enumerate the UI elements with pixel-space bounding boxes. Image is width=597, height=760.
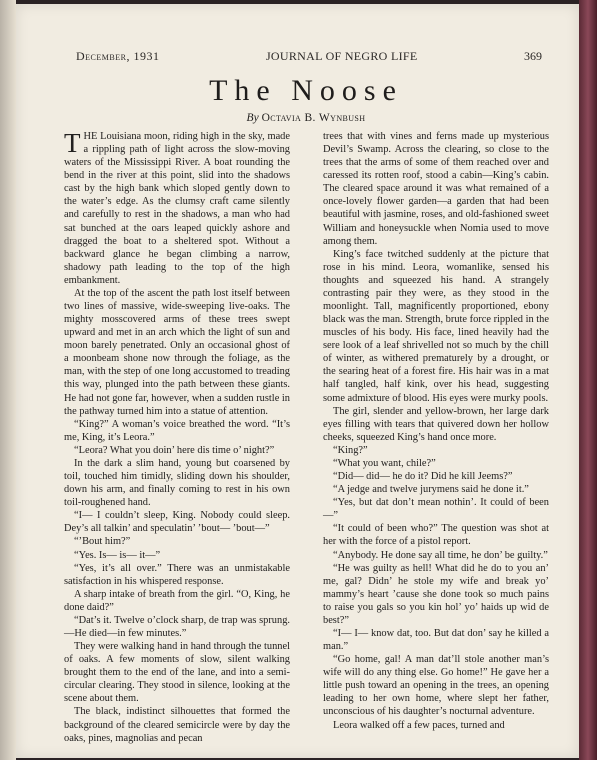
paragraph: THE Louisiana moon, riding high in the sky, made a rippling path of light across the slow-moving waters of the Mississippi River. A boat rounding the bend in the river at this point, slid into the shadows cast by the high bank which sloped gently down to the water’s edge. As the clumsy craft came silently and carefully to rest in the shadows, a man who had sat bunched at the oars leaped quickly ashore and dragged the boat to a sheltered spot. Without a backward glance he began climbing a narrow, shadowy path leading to the top of the high embankment. xyxy=(64,128,290,286)
right-column xyxy=(323,130,549,732)
paragraph: “It could of been who?” The question was shot at her with the force of a pistol report. xyxy=(323,523,549,548)
author-name: Octavia B. Wynbush xyxy=(261,112,366,124)
paragraph: “Yes. Is— is— it—” xyxy=(74,549,161,561)
page-number: 369 xyxy=(523,49,542,63)
paragraph: In the dark a slim hand, young but coarsened by toil, touched him timidly, sliding down his shoulder, down his arm, and finally coming to rest in his own toil-roughened hand. xyxy=(64,457,290,509)
paragraph: King’s face twitched suddenly at the picture that rose in his mind. Leora, womanlike, sensed his thoughts and squeezed his hand. A strangely contrasting pair they were, as they stood in the moonlight. Tall, magnificently proportioned, ebony black was the man. Strength, brute force rippled in the muscles of his body. His face, lined heavily had the sere look of a leaf shrivelled not so much by the chill of winter, as withered prematurely by a drought, or the searing heat of a forest fire. His hair was in a mat half tangled, half kink, over his head, suggesting some admixture of blood. His eyes were murky pools. xyxy=(323,248,549,404)
paragraph: They were walking hand in hand through the tunnel of oaks. A few moments of slow, silent walking brought them to the end of the lane, and into a semi-circular clearing. They stood in silence, looking at the scene about them. xyxy=(64,641,290,705)
byline-prefix: By xyxy=(246,112,259,124)
paragraph: “Leora? What you doin’ here dis time o’ night?” xyxy=(74,444,275,456)
paragraph: “A jedge and twelve jurymens said he done it.” xyxy=(333,484,529,496)
paragraph: “King?” A woman’s voice breathed the word. “It’s me, King, it’s Leora.” xyxy=(64,418,290,443)
paragraph: “King?” xyxy=(333,444,368,456)
paragraph: “Yes, it’s all over.” There was an unmistakable satisfaction in his whispered response. xyxy=(64,562,290,587)
paragraph: At the top of the ascent the path lost itself between two lines of massive, wide-sweeping live-oaks. The mighty mosscovered arms of these trees swept upward and met in an arch which the light of sun and moon barely penetrated. Only an occasional ghost of a moonbeam shone now through the foliage, as the man, with the step of one long accustomed to treading this way, plunged into the path between these giants. He had not gone far, however, when a sudden rustle in the pathway turned him into a statue of attention. xyxy=(64,287,290,417)
paragraph: “I— I— know dat, too. But dat don’ say he killed a man.” xyxy=(323,627,549,653)
paragraph: “’Bout him?” xyxy=(74,536,131,548)
paragraph: A sharp intake of breath from the girl. “O, King, he done daid?” xyxy=(64,588,290,613)
book-spine xyxy=(579,0,597,760)
byline xyxy=(56,112,556,124)
paragraph: Leora walked off a few paces, turned and xyxy=(333,719,505,731)
previous-page-edge xyxy=(0,0,16,760)
paragraph: “Did— did— he do it? Did he kill Jeems?” xyxy=(333,471,513,483)
paragraph: “Dat’s it. Twelve o’clock sharp, de trap was sprung.—He died—in few minutes.” xyxy=(64,614,290,639)
drop-cap: T xyxy=(64,128,81,158)
paragraph: trees that with vines and ferns made up mysterious Devil’s Swamp. Across the clearing, so close to the trees that the arms of some of them reached over and caressed its rotten roof, stood a cabin—King’s cabin. The cleared space around it was what remained of a once-lovely flower garden—a garden that had been beautiful with jasmine, roses, and old-fashioned sweet William and honeysuckle when Nomia used to move among them. xyxy=(323,131,549,247)
paragraph: “Go home, gal! A man dat’ll stole another man’s wife will do any thing else. Go home!” He gave her a little push toward an opening in the trees, an opening leading to her own home, where slept her father, unconscious of his daughter’s nocturnal adventure. xyxy=(323,654,549,718)
article-title: The Noose xyxy=(209,74,403,107)
paragraph: “What you want, chile?” xyxy=(333,457,436,469)
paragraph: The girl, slender and yellow-brown, her large dark eyes filling with tears that quivered down her hollow cheeks, squeezed King’s hand once more. xyxy=(323,405,549,443)
paragraph: “Yes, but dat don’t mean nothin’. It could of been—” xyxy=(323,497,549,522)
journal-name: JOURNAL OF NEGRO LIFE xyxy=(265,49,418,63)
paragraph: “I— I couldn’t sleep, King. Nobody could sleep. Dey’s all talkin’ and speculatin’ ’bout— ’bout—” xyxy=(64,510,290,535)
paragraph: “Anybody. He done say all time, he don’ be guilty.” xyxy=(333,549,548,561)
magazine-page xyxy=(16,4,579,758)
paragraph: The black, indistinct silhouettes that formed the background of the cleared semicircle were by day the oaks, pines, magnolias and pecan xyxy=(64,706,290,744)
issue-date: December, 1931 xyxy=(76,49,160,63)
left-column xyxy=(64,130,290,745)
paragraph: “He was guilty as hell! What did he do to you an’ me, gal? Didn’ he stole my wife and break yo’ mammy’s heart ’cause she done took so much pains to raise you gals so you kin hol’ yo’ haids up wid de best?” xyxy=(323,562,549,626)
running-head xyxy=(76,49,542,64)
